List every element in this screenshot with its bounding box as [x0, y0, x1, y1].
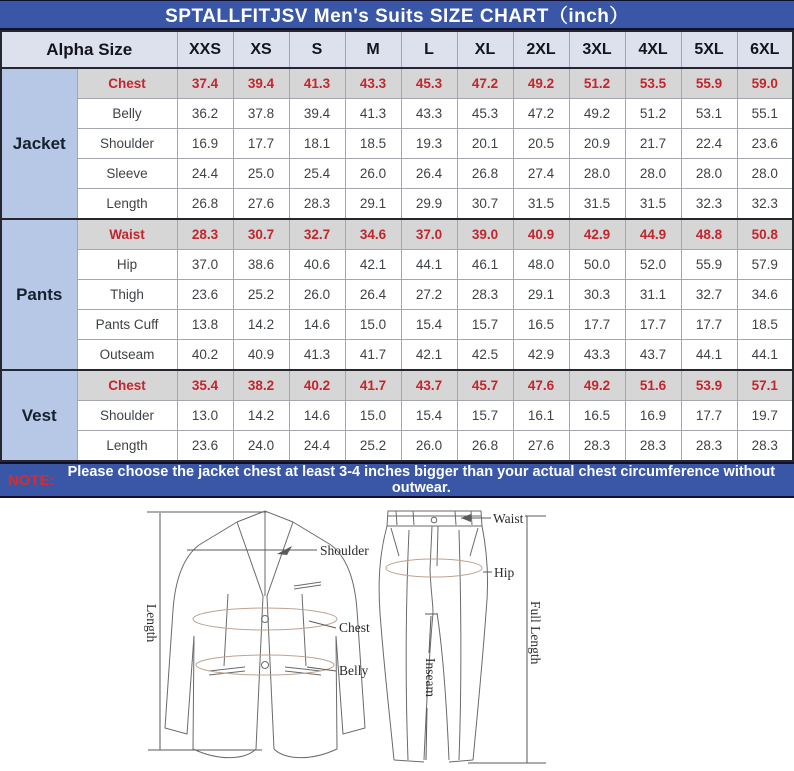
jacket-left-shoulder-seam: [199, 522, 237, 545]
size-col-header-m: M: [345, 31, 401, 68]
size-value-cell: 25.0: [233, 159, 289, 189]
size-value-cell: 15.7: [457, 310, 513, 340]
size-value-cell: 43.3: [569, 340, 625, 371]
size-value-cell: 28.0: [681, 159, 737, 189]
size-value-cell: 47.2: [457, 68, 513, 99]
belt-loop: [455, 511, 456, 525]
size-value-cell: 27.2: [401, 280, 457, 310]
size-value-cell: 21.7: [625, 129, 681, 159]
size-value-cell: 52.0: [625, 250, 681, 280]
size-value-cell: 25.2: [345, 431, 401, 462]
size-value-cell: 29.9: [401, 189, 457, 220]
table-row: [1, 280, 793, 310]
alpha-size-header: Alpha Size: [1, 31, 177, 68]
size-value-cell: 23.6: [737, 129, 793, 159]
size-value-cell: 44.9: [625, 219, 681, 250]
size-value-cell: 51.6: [625, 370, 681, 401]
size-value-cell: 15.7: [457, 401, 513, 431]
pants-full-length-label: Full Length: [528, 601, 543, 665]
size-value-cell: 24.4: [177, 159, 233, 189]
garment-diagram-svg: [0, 498, 794, 771]
size-value-cell: 34.6: [737, 280, 793, 310]
size-value-cell: 15.4: [401, 310, 457, 340]
size-value-cell: 26.0: [289, 280, 345, 310]
size-value-cell: 29.1: [513, 280, 569, 310]
size-value-cell: 28.3: [681, 431, 737, 462]
size-value-cell: 38.6: [233, 250, 289, 280]
row-label-outseam: Outseam: [77, 340, 177, 371]
size-col-header-2xl: 2XL: [513, 31, 569, 68]
size-value-cell: 27.6: [513, 431, 569, 462]
size-value-cell: 19.7: [737, 401, 793, 431]
size-value-cell: 53.5: [625, 68, 681, 99]
size-col-header-3xl: 3XL: [569, 31, 625, 68]
belt-loop: [396, 511, 397, 525]
size-value-cell: 55.9: [681, 250, 737, 280]
jacket-shoulder-label: Shoulder: [320, 543, 369, 558]
size-value-cell: 44.1: [681, 340, 737, 371]
jacket-chest-label: Chest: [339, 620, 370, 635]
size-value-cell: 40.2: [177, 340, 233, 371]
jacket-left-seam: [224, 594, 228, 666]
jacket-right-shoulder-seam: [293, 522, 331, 545]
pants-button: [431, 517, 437, 523]
size-value-cell: 30.7: [233, 219, 289, 250]
size-value-cell: 32.3: [737, 189, 793, 220]
size-value-cell: 31.5: [625, 189, 681, 220]
size-value-cell: 17.7: [233, 129, 289, 159]
size-value-cell: 18.5: [737, 310, 793, 340]
size-value-cell: 43.3: [345, 68, 401, 99]
size-value-cell: 45.3: [457, 99, 513, 129]
page-title: SPTALLFITJSV Men's Suits SIZE CHART（inch）: [165, 6, 629, 27]
pants-right-outer: [473, 526, 488, 760]
row-label-shoulder: Shoulder: [77, 401, 177, 431]
size-value-cell: 45.3: [401, 68, 457, 99]
size-value-cell: 42.1: [401, 340, 457, 371]
row-label-length: Length: [77, 189, 177, 220]
table-row: [1, 99, 793, 129]
row-label-thigh: Thigh: [77, 280, 177, 310]
size-value-cell: 28.3: [177, 219, 233, 250]
pants-fly-left: [430, 526, 432, 570]
jacket-left-pocket: [209, 667, 245, 671]
size-value-cell: 14.6: [289, 401, 345, 431]
size-value-cell: 53.1: [681, 99, 737, 129]
size-value-cell: 20.9: [569, 129, 625, 159]
size-value-cell: 59.0: [737, 68, 793, 99]
size-value-cell: 25.4: [289, 159, 345, 189]
table-row: [1, 340, 793, 371]
size-value-cell: 51.2: [569, 68, 625, 99]
pants-right-hem: [449, 760, 473, 762]
size-value-cell: 15.0: [345, 310, 401, 340]
size-col-header-xxs: XXS: [177, 31, 233, 68]
size-value-cell: 39.4: [289, 99, 345, 129]
size-value-cell: 17.7: [681, 310, 737, 340]
pants-inseam-label: Inseam: [423, 658, 438, 697]
size-value-cell: 29.1: [345, 189, 401, 220]
row-label-hip: Hip: [77, 250, 177, 280]
size-value-cell: 41.7: [345, 370, 401, 401]
size-value-cell: 28.3: [569, 431, 625, 462]
size-value-cell: 28.3: [737, 431, 793, 462]
jacket-drawing: [144, 511, 370, 758]
size-value-cell: 31.5: [513, 189, 569, 220]
size-col-header-l: L: [401, 31, 457, 68]
size-value-cell: 24.0: [233, 431, 289, 462]
size-value-cell: 44.1: [401, 250, 457, 280]
size-value-cell: 47.2: [513, 99, 569, 129]
size-value-cell: 34.6: [345, 219, 401, 250]
size-value-cell: 16.1: [513, 401, 569, 431]
jacket-right-seam: [302, 594, 306, 666]
pants-hip-label: Hip: [494, 565, 515, 580]
size-value-cell: 55.9: [681, 68, 737, 99]
size-value-cell: 26.4: [401, 159, 457, 189]
size-col-header-5xl: 5XL: [681, 31, 737, 68]
size-value-cell: 55.1: [737, 99, 793, 129]
row-label-sleeve: Sleeve: [77, 159, 177, 189]
table-row: [1, 250, 793, 280]
size-value-cell: 14.2: [233, 401, 289, 431]
size-value-cell: 28.0: [625, 159, 681, 189]
jacket-right-pocket: [285, 667, 321, 671]
size-col-header-xs: XS: [233, 31, 289, 68]
pants-right-pocket: [470, 528, 478, 556]
size-table: [0, 30, 794, 462]
size-value-cell: 41.3: [289, 340, 345, 371]
size-value-cell: 13.8: [177, 310, 233, 340]
size-col-header-4xl: 4XL: [625, 31, 681, 68]
size-value-cell: 26.8: [457, 159, 513, 189]
size-value-cell: 23.6: [177, 431, 233, 462]
pants-right-crease: [459, 530, 461, 760]
size-value-cell: 30.3: [569, 280, 625, 310]
row-label-chest: Chest: [77, 68, 177, 99]
size-value-cell: 35.4: [177, 370, 233, 401]
belt-loop: [413, 511, 414, 525]
size-value-cell: 17.7: [625, 310, 681, 340]
size-value-cell: 28.3: [457, 280, 513, 310]
size-value-cell: 40.9: [513, 219, 569, 250]
size-value-cell: 41.7: [345, 340, 401, 371]
size-value-cell: 41.3: [289, 68, 345, 99]
size-value-cell: 42.9: [569, 219, 625, 250]
size-value-cell: 37.0: [177, 250, 233, 280]
table-row: [1, 129, 793, 159]
size-value-cell: 44.1: [737, 340, 793, 371]
size-value-cell: 26.0: [401, 431, 457, 462]
row-label-pants-cuff: Pants Cuff: [77, 310, 177, 340]
table-row: [1, 159, 793, 189]
size-value-cell: 22.4: [681, 129, 737, 159]
size-value-cell: 42.1: [345, 250, 401, 280]
size-value-cell: 26.4: [345, 280, 401, 310]
section-label-jacket: Jacket: [1, 68, 77, 219]
size-value-cell: 40.2: [289, 370, 345, 401]
size-value-cell: 43.3: [401, 99, 457, 129]
section-label-vest: Vest: [1, 370, 77, 461]
size-value-cell: 36.2: [177, 99, 233, 129]
size-value-cell: 16.5: [569, 401, 625, 431]
size-value-cell: 20.5: [513, 129, 569, 159]
size-col-header-xl: XL: [457, 31, 513, 68]
size-value-cell: 37.4: [177, 68, 233, 99]
pants-fly-right: [437, 526, 438, 566]
size-value-cell: 20.1: [457, 129, 513, 159]
note-bar: [0, 462, 794, 498]
size-value-cell: 49.2: [513, 68, 569, 99]
size-value-cell: 30.7: [457, 189, 513, 220]
note-text: Please choose the jacket chest at least 3-4 inches bigger than your actual chest circumference without outwear.: [67, 464, 776, 496]
waist-arrow: [461, 514, 471, 522]
size-value-cell: 18.1: [289, 129, 345, 159]
size-value-cell: 41.3: [345, 99, 401, 129]
size-value-cell: 27.4: [513, 159, 569, 189]
size-value-cell: 50.0: [569, 250, 625, 280]
size-value-cell: 43.7: [401, 370, 457, 401]
size-value-cell: 17.7: [569, 310, 625, 340]
row-label-chest: Chest: [77, 370, 177, 401]
size-value-cell: 50.8: [737, 219, 793, 250]
size-value-cell: 39.0: [457, 219, 513, 250]
size-value-cell: 42.5: [457, 340, 513, 371]
size-value-cell: 39.4: [233, 68, 289, 99]
size-value-cell: 27.6: [233, 189, 289, 220]
size-value-cell: 42.9: [513, 340, 569, 371]
table-row: [1, 219, 793, 250]
size-value-cell: 32.3: [681, 189, 737, 220]
table-row: [1, 431, 793, 462]
size-value-cell: 23.6: [177, 280, 233, 310]
size-value-cell: 47.6: [513, 370, 569, 401]
size-col-header-s: S: [289, 31, 345, 68]
row-label-belly: Belly: [77, 99, 177, 129]
size-value-cell: 40.6: [289, 250, 345, 280]
section-label-pants: Pants: [1, 219, 77, 370]
size-value-cell: 16.9: [625, 401, 681, 431]
size-value-cell: 26.8: [177, 189, 233, 220]
size-value-cell: 24.4: [289, 431, 345, 462]
pants-left-hem: [394, 760, 424, 762]
table-row: [1, 310, 793, 340]
table-row: [1, 401, 793, 431]
size-value-cell: 28.0: [737, 159, 793, 189]
size-value-cell: 14.2: [233, 310, 289, 340]
size-value-cell: 53.9: [681, 370, 737, 401]
size-value-cell: 14.6: [289, 310, 345, 340]
size-value-cell: 28.3: [289, 189, 345, 220]
row-label-shoulder: Shoulder: [77, 129, 177, 159]
size-value-cell: 51.2: [625, 99, 681, 129]
jacket-right-lapel: [267, 522, 293, 596]
size-value-cell: 25.2: [233, 280, 289, 310]
size-value-cell: 26.0: [345, 159, 401, 189]
size-value-cell: 15.4: [401, 401, 457, 431]
jacket-belly-girth-ellipse: [196, 655, 334, 675]
size-value-cell: 16.9: [177, 129, 233, 159]
jacket-chest-girth-ellipse: [193, 608, 337, 630]
size-value-cell: 17.7: [681, 401, 737, 431]
size-header-row: [1, 31, 793, 68]
size-value-cell: 48.0: [513, 250, 569, 280]
size-value-cell: 45.7: [457, 370, 513, 401]
note-label: NOTE:: [8, 471, 55, 489]
size-value-cell: 32.7: [289, 219, 345, 250]
size-value-cell: 15.0: [345, 401, 401, 431]
pants-left-outer: [379, 526, 394, 760]
jacket-bottom-button: [262, 662, 269, 669]
pants-waist-label: Waist: [493, 511, 524, 526]
size-value-cell: 28.3: [625, 431, 681, 462]
size-value-cell: 48.8: [681, 219, 737, 250]
size-value-cell: 32.7: [681, 280, 737, 310]
jacket-length-label: Length: [144, 604, 159, 643]
size-value-cell: 26.8: [457, 431, 513, 462]
pants-front-rise: [430, 570, 433, 613]
size-value-cell: 43.7: [625, 340, 681, 371]
pants-hip-girth-ellipse: [386, 559, 482, 577]
size-value-cell: 49.2: [569, 99, 625, 129]
size-value-cell: 31.1: [625, 280, 681, 310]
size-value-cell: 16.5: [513, 310, 569, 340]
jacket-left-lapel: [237, 522, 263, 596]
size-value-cell: 18.5: [345, 129, 401, 159]
size-value-cell: 37.8: [233, 99, 289, 129]
jacket-top-button: [262, 616, 269, 623]
size-value-cell: 13.0: [177, 401, 233, 431]
size-value-cell: 40.9: [233, 340, 289, 371]
jacket-belly-label: Belly: [339, 663, 369, 678]
size-value-cell: 37.0: [401, 219, 457, 250]
size-value-cell: 31.5: [569, 189, 625, 220]
size-value-cell: 38.2: [233, 370, 289, 401]
row-label-length: Length: [77, 431, 177, 462]
row-label-waist: Waist: [77, 219, 177, 250]
pants-left-pocket: [391, 528, 399, 556]
table-row: [1, 68, 793, 99]
table-row: [1, 189, 793, 220]
table-row: [1, 370, 793, 401]
size-table-body: [1, 68, 793, 461]
size-value-cell: 57.1: [737, 370, 793, 401]
size-value-cell: 57.9: [737, 250, 793, 280]
size-col-header-6xl: 6XL: [737, 31, 793, 68]
pants-left-crease: [406, 530, 409, 760]
pants-drawing: [379, 511, 546, 763]
measurement-diagram: [0, 498, 794, 771]
size-value-cell: 19.3: [401, 129, 457, 159]
size-value-cell: 49.2: [569, 370, 625, 401]
title-bar: [0, 0, 794, 30]
size-value-cell: 28.0: [569, 159, 625, 189]
size-value-cell: 46.1: [457, 250, 513, 280]
